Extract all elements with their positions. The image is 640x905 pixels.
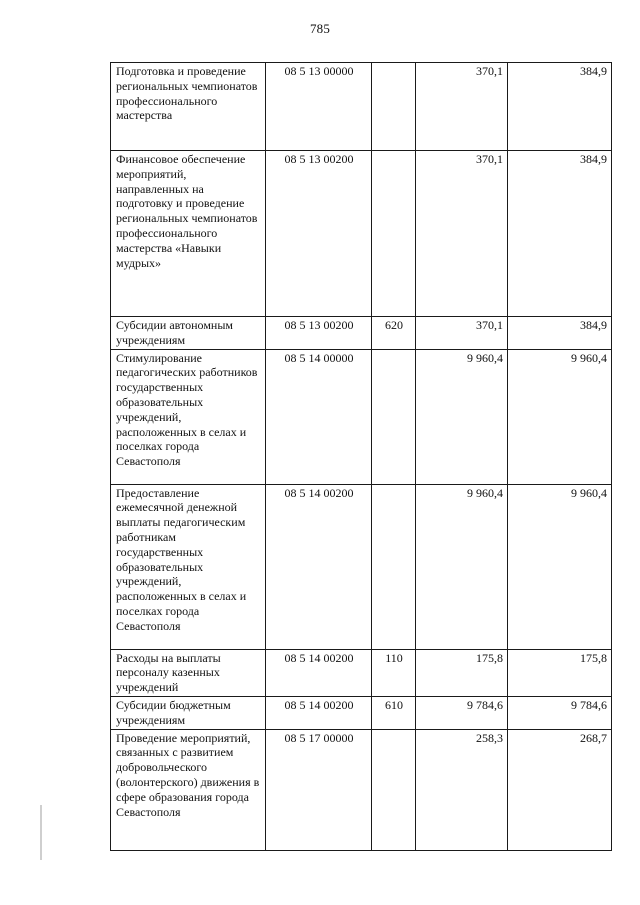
row-name-cell: Проведение мероприятий, связанных с развитием добровольческого (волонтерского) движения в сфере образования города Севастополя	[111, 729, 266, 850]
row-value-2-cell: 268,7	[508, 729, 612, 850]
scan-edge-mark	[40, 805, 42, 860]
row-expense-type-cell	[372, 151, 416, 317]
table-row	[111, 63, 612, 151]
row-value-1-cell: 9 960,4	[416, 349, 508, 484]
table-row	[111, 151, 612, 317]
row-value-2-cell: 384,9	[508, 317, 612, 350]
row-expense-type-cell	[372, 729, 416, 850]
row-code-cell: 08 5 14 00200	[266, 649, 372, 696]
row-name-cell: Субсидии автономным учреждениям	[111, 317, 266, 350]
page-number: 785	[309, 21, 331, 36]
row-value-2-cell: 9 960,4	[508, 349, 612, 484]
row-code-cell: 08 5 14 00200	[266, 484, 372, 649]
row-value-1-cell: 370,1	[416, 63, 508, 151]
row-code-cell: 08 5 13 00200	[266, 151, 372, 317]
row-value-2-cell: 175,8	[508, 649, 612, 696]
row-code-cell: 08 5 14 00200	[266, 696, 372, 729]
row-value-1-cell: 9 784,6	[416, 696, 508, 729]
row-code-cell: 08 5 17 00000	[266, 729, 372, 850]
row-name-cell: Субсидии бюджетным учреждениям	[111, 696, 266, 729]
row-value-2-cell: 9 960,4	[508, 484, 612, 649]
table-row	[111, 729, 612, 850]
row-expense-type-cell	[372, 349, 416, 484]
budget-table	[110, 62, 612, 851]
row-value-2-cell: 9 784,6	[508, 696, 612, 729]
row-name-cell: Стимулирование педагогических работников государственных образовательных учреждений, расположенных в селах и поселках города Севастополя	[111, 349, 266, 484]
row-value-1-cell: 175,8	[416, 649, 508, 696]
table-row	[111, 649, 612, 696]
row-name-cell: Финансовое обеспечение мероприятий, направленных на подготовку и проведение региональных чемпионатов профессионального мастерства «Навыки мудрых»	[111, 151, 266, 317]
row-name-cell: Подготовка и проведение региональных чемпионатов профессионального мастерства	[111, 63, 266, 151]
row-expense-type-cell	[372, 63, 416, 151]
row-code-cell: 08 5 13 00000	[266, 63, 372, 151]
row-expense-type-cell: 610	[372, 696, 416, 729]
row-value-2-cell: 384,9	[508, 151, 612, 317]
row-value-1-cell: 370,1	[416, 317, 508, 350]
table-row	[111, 696, 612, 729]
row-expense-type-cell: 620	[372, 317, 416, 350]
row-expense-type-cell	[372, 484, 416, 649]
row-code-cell: 08 5 13 00200	[266, 317, 372, 350]
table-row	[111, 317, 612, 350]
row-name-cell: Расходы на выплаты персоналу казенных учреждений	[111, 649, 266, 696]
table-row	[111, 349, 612, 484]
row-value-1-cell: 258,3	[416, 729, 508, 850]
row-name-cell: Предоставление ежемесячной денежной выплаты педагогическим работникам государственных образовательных учреждений, расположенных в селах и поселках города Севастополя	[111, 484, 266, 649]
row-value-1-cell: 9 960,4	[416, 484, 508, 649]
row-expense-type-cell: 110	[372, 649, 416, 696]
row-value-1-cell: 370,1	[416, 151, 508, 317]
table-row	[111, 484, 612, 649]
row-code-cell: 08 5 14 00000	[266, 349, 372, 484]
row-value-2-cell: 384,9	[508, 63, 612, 151]
